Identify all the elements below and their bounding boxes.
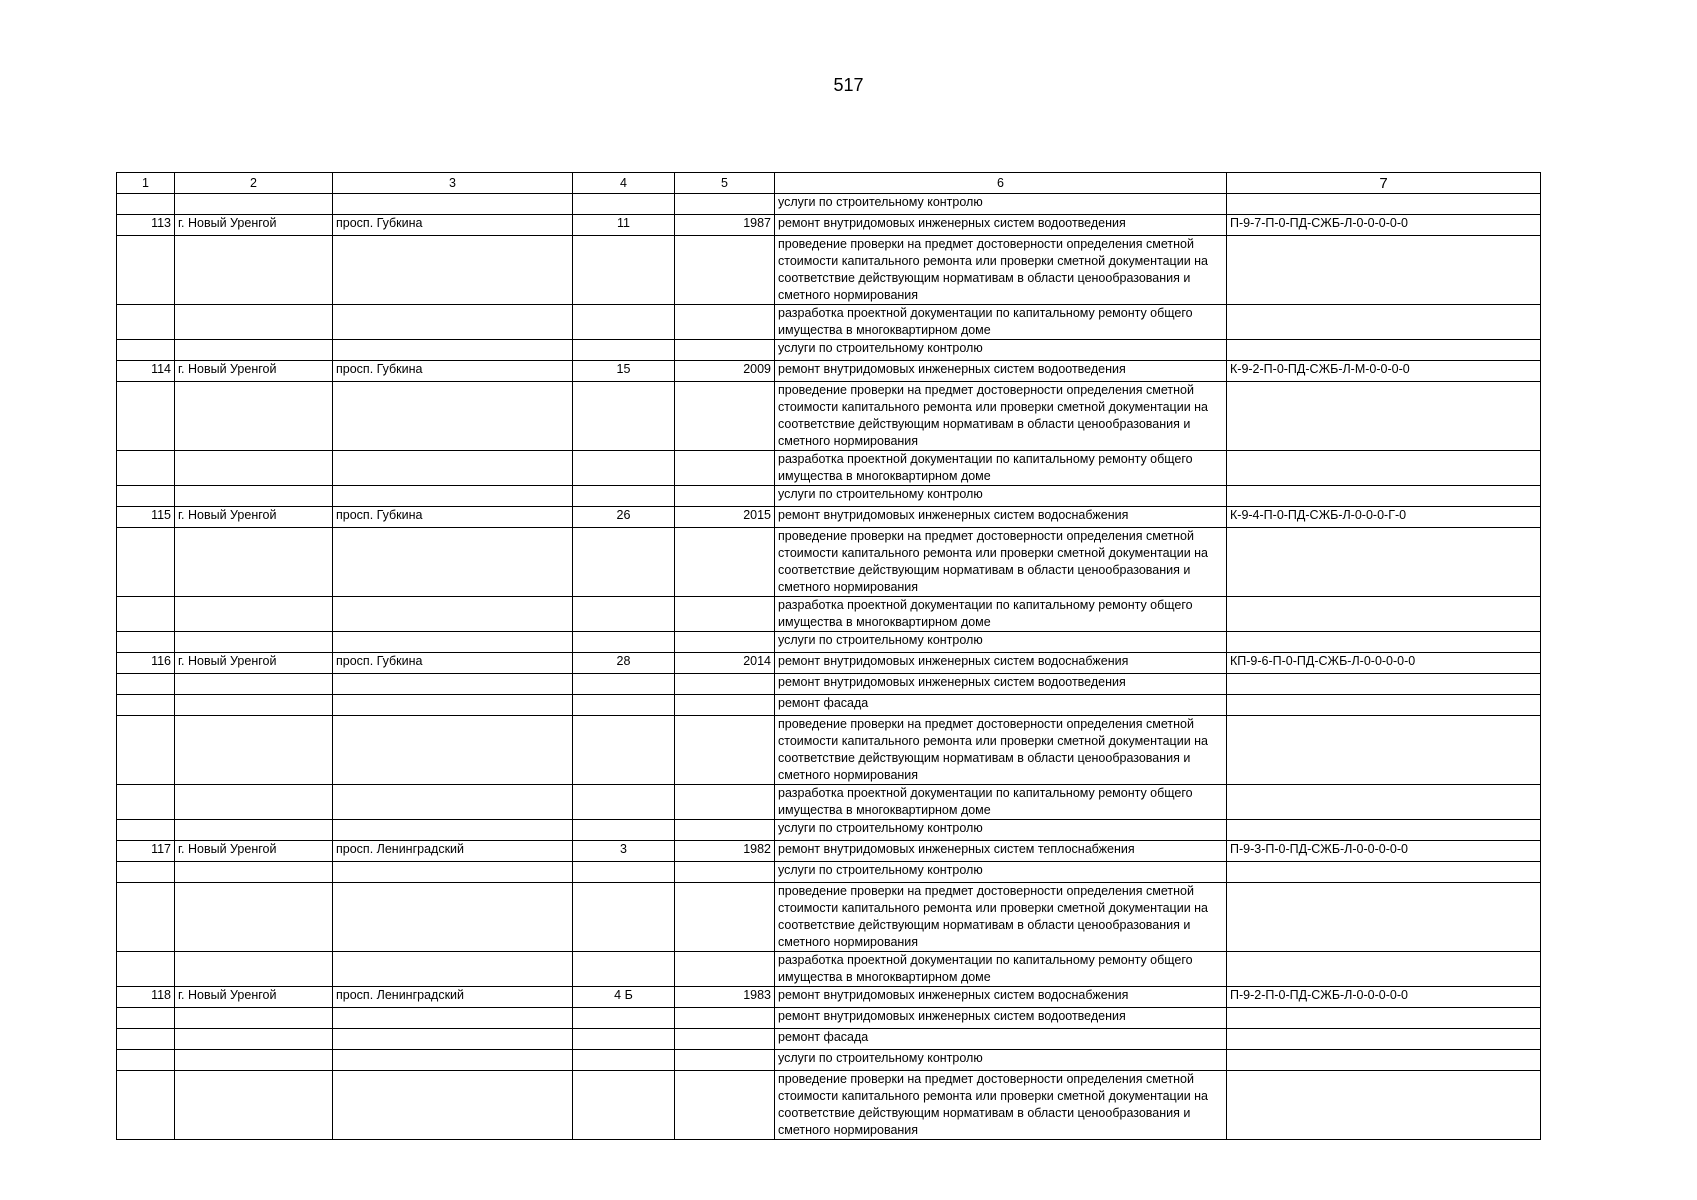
street-cell [333, 632, 573, 653]
house-code-cell [1227, 674, 1541, 695]
house-code-cell [1227, 952, 1541, 987]
city-cell [175, 1029, 333, 1050]
house-cell [573, 883, 675, 952]
row-number [117, 785, 175, 820]
table-row [117, 382, 1541, 451]
year-cell [675, 305, 775, 340]
house-cell [573, 528, 675, 597]
street-cell [333, 236, 573, 305]
city-cell [175, 305, 333, 340]
row-number [117, 695, 175, 716]
street-cell [333, 1029, 573, 1050]
row-number [117, 1008, 175, 1029]
work-type-cell: ремонт внутридомовых инженерных систем водоснабжения [775, 653, 1227, 674]
year-cell [675, 1071, 775, 1140]
city-cell [175, 862, 333, 883]
house-code-cell: КП-9-6-П-0-ПД-СЖБ-Л-0-0-0-0-0 [1227, 653, 1541, 674]
city-cell [175, 1008, 333, 1029]
table-row [117, 1071, 1541, 1140]
table-row [117, 236, 1541, 305]
row-number [117, 883, 175, 952]
row-number [117, 632, 175, 653]
table-row [117, 1050, 1541, 1071]
city-cell [175, 785, 333, 820]
house-code-cell: П-9-2-П-0-ПД-СЖБ-Л-0-0-0-0-0 [1227, 987, 1541, 1008]
house-code-cell [1227, 597, 1541, 632]
house-cell: 15 [573, 361, 675, 382]
street-cell [333, 382, 573, 451]
street-cell [333, 883, 573, 952]
table-row [117, 305, 1541, 340]
work-type-cell: разработка проектной документации по капитальному ремонту общего имущества в многоквартирном доме [775, 785, 1227, 820]
city-cell [175, 820, 333, 841]
work-type-cell: ремонт внутридомовых инженерных систем теплоснабжения [775, 841, 1227, 862]
house-code-cell [1227, 1050, 1541, 1071]
city-cell [175, 952, 333, 987]
year-cell [675, 716, 775, 785]
house-cell [573, 1008, 675, 1029]
house-cell [573, 632, 675, 653]
row-number: 116 [117, 653, 175, 674]
work-type-cell: услуги по строительному контролю [775, 340, 1227, 361]
table-row [117, 785, 1541, 820]
year-cell [675, 1008, 775, 1029]
house-cell [573, 716, 675, 785]
house-code-cell: К-9-4-П-0-ПД-СЖБ-Л-0-0-0-Г-0 [1227, 507, 1541, 528]
row-number [117, 1029, 175, 1050]
table-row [117, 215, 1541, 236]
row-number: 113 [117, 215, 175, 236]
year-cell: 2014 [675, 653, 775, 674]
table-row [117, 987, 1541, 1008]
house-cell: 3 [573, 841, 675, 862]
street-cell [333, 674, 573, 695]
row-number [117, 451, 175, 486]
work-type-cell: услуги по строительному контролю [775, 862, 1227, 883]
page-number: 517 [833, 75, 864, 95]
street-cell [333, 695, 573, 716]
city-cell [175, 695, 333, 716]
year-cell [675, 451, 775, 486]
house-cell [573, 952, 675, 987]
street-cell: просп. Губкина [333, 361, 573, 382]
house-cell [573, 862, 675, 883]
row-number [117, 1071, 175, 1140]
work-type-cell: разработка проектной документации по капитальному ремонту общего имущества в многоквартирном доме [775, 451, 1227, 486]
year-cell [675, 528, 775, 597]
city-cell [175, 632, 333, 653]
table-row [117, 1008, 1541, 1029]
house-cell [573, 236, 675, 305]
street-cell [333, 1008, 573, 1029]
house-code-cell [1227, 528, 1541, 597]
house-code-cell [1227, 820, 1541, 841]
work-type-cell: ремонт внутридомовых инженерных систем водоотведения [775, 361, 1227, 382]
year-cell: 1982 [675, 841, 775, 862]
house-cell [573, 382, 675, 451]
table-row [117, 194, 1541, 215]
table-row [117, 716, 1541, 785]
table-body [117, 194, 1541, 1140]
year-cell [675, 695, 775, 716]
city-cell [175, 486, 333, 507]
city-cell [175, 382, 333, 451]
table-row [117, 695, 1541, 716]
street-cell [333, 1071, 573, 1140]
table-row [117, 451, 1541, 486]
header-row [117, 173, 1541, 194]
street-cell [333, 1050, 573, 1071]
city-cell [175, 236, 333, 305]
house-code-cell [1227, 382, 1541, 451]
work-type-cell: услуги по строительному контролю [775, 486, 1227, 507]
city-cell [175, 1050, 333, 1071]
row-number: 115 [117, 507, 175, 528]
work-type-cell: ремонт фасада [775, 695, 1227, 716]
work-type-cell: ремонт внутридомовых инженерных систем водоотведения [775, 674, 1227, 695]
row-number: 118 [117, 987, 175, 1008]
house-code-cell [1227, 1008, 1541, 1029]
house-code-cell [1227, 194, 1541, 215]
work-type-cell: услуги по строительному контролю [775, 820, 1227, 841]
row-number [117, 597, 175, 632]
year-cell [675, 632, 775, 653]
house-code-cell [1227, 340, 1541, 361]
city-cell: г. Новый Уренгой [175, 987, 333, 1008]
street-cell [333, 194, 573, 215]
year-cell [675, 820, 775, 841]
house-code-cell: К-9-2-П-0-ПД-СЖБ-Л-М-0-0-0-0 [1227, 361, 1541, 382]
house-cell [573, 674, 675, 695]
year-cell [675, 236, 775, 305]
year-cell [675, 785, 775, 820]
street-cell [333, 340, 573, 361]
work-type-cell: услуги по строительному контролю [775, 194, 1227, 215]
house-cell [573, 194, 675, 215]
row-number [117, 1050, 175, 1071]
work-type-cell: проведение проверки на предмет достоверности определения сметной стоимости капитального ремонта или проверки сметной документации на соответствие действующим нормативам в области ценообразования и сметного нормирования [775, 236, 1227, 305]
table-row [117, 632, 1541, 653]
row-number [117, 305, 175, 340]
col-header-7: 7 [1227, 173, 1541, 194]
work-type-cell: услуги по строительному контролю [775, 1050, 1227, 1071]
city-cell [175, 528, 333, 597]
city-cell [175, 716, 333, 785]
house-cell [573, 1050, 675, 1071]
work-type-cell: проведение проверки на предмет достоверности определения сметной стоимости капитального ремонта или проверки сметной документации на соответствие действующим нормативам в области ценообразования и сметного нормирования [775, 716, 1227, 785]
street-cell [333, 305, 573, 340]
house-code-cell [1227, 451, 1541, 486]
col-header-2: 2 [175, 173, 333, 194]
street-cell [333, 862, 573, 883]
street-cell [333, 785, 573, 820]
street-cell [333, 597, 573, 632]
house-cell: 11 [573, 215, 675, 236]
year-cell [675, 597, 775, 632]
house-cell [573, 340, 675, 361]
table-row [117, 507, 1541, 528]
year-cell [675, 194, 775, 215]
work-type-cell: проведение проверки на предмет достоверности определения сметной стоимости капитального ремонта или проверки сметной документации на соответствие действующим нормативам в области ценообразования и сметного нормирования [775, 1071, 1227, 1140]
house-cell [573, 597, 675, 632]
table-row [117, 361, 1541, 382]
street-cell [333, 528, 573, 597]
street-cell [333, 820, 573, 841]
city-cell [175, 883, 333, 952]
house-cell: 28 [573, 653, 675, 674]
city-cell [175, 597, 333, 632]
house-cell [573, 820, 675, 841]
house-cell: 26 [573, 507, 675, 528]
col-header-3: 3 [333, 173, 573, 194]
street-cell [333, 952, 573, 987]
row-number [117, 340, 175, 361]
work-type-cell: проведение проверки на предмет достоверности определения сметной стоимости капитального ремонта или проверки сметной документации на соответствие действующим нормативам в области ценообразования и сметного нормирования [775, 528, 1227, 597]
work-type-cell: разработка проектной документации по капитальному ремонту общего имущества в многоквартирном доме [775, 597, 1227, 632]
city-cell [175, 674, 333, 695]
year-cell: 1987 [675, 215, 775, 236]
year-cell [675, 382, 775, 451]
table-row [117, 486, 1541, 507]
house-cell: 4 Б [573, 987, 675, 1008]
house-code-cell: П-9-7-П-0-ПД-СЖБ-Л-0-0-0-0-0 [1227, 215, 1541, 236]
row-number [117, 486, 175, 507]
work-type-cell: проведение проверки на предмет достоверности определения сметной стоимости капитального ремонта или проверки сметной документации на соответствие действующим нормативам в области ценообразования и сметного нормирования [775, 883, 1227, 952]
year-cell [675, 1029, 775, 1050]
table-row [117, 820, 1541, 841]
table-row [117, 597, 1541, 632]
house-code-cell [1227, 695, 1541, 716]
row-number [117, 194, 175, 215]
row-number [117, 674, 175, 695]
work-type-cell: ремонт внутридомовых инженерных систем водоотведения [775, 1008, 1227, 1029]
row-number [117, 382, 175, 451]
street-cell: просп. Ленинградский [333, 987, 573, 1008]
table-row [117, 1029, 1541, 1050]
street-cell: просп. Губкина [333, 653, 573, 674]
work-type-cell: разработка проектной документации по капитальному ремонту общего имущества в многоквартирном доме [775, 952, 1227, 987]
house-code-cell [1227, 305, 1541, 340]
house-code-cell [1227, 785, 1541, 820]
row-number [117, 820, 175, 841]
col-header-1: 1 [117, 173, 175, 194]
house-code-cell [1227, 883, 1541, 952]
table-row [117, 528, 1541, 597]
street-cell [333, 451, 573, 486]
work-type-cell: услуги по строительному контролю [775, 632, 1227, 653]
house-cell [573, 695, 675, 716]
city-cell: г. Новый Уренгой [175, 841, 333, 862]
table-row [117, 674, 1541, 695]
street-cell: просп. Ленинградский [333, 841, 573, 862]
year-cell [675, 486, 775, 507]
street-cell: просп. Губкина [333, 215, 573, 236]
house-cell [573, 486, 675, 507]
row-number [117, 236, 175, 305]
house-code-cell [1227, 1029, 1541, 1050]
row-number [117, 716, 175, 785]
house-code-cell [1227, 1071, 1541, 1140]
row-number [117, 952, 175, 987]
row-number: 114 [117, 361, 175, 382]
row-number: 117 [117, 841, 175, 862]
street-cell [333, 486, 573, 507]
table-row [117, 841, 1541, 862]
year-cell [675, 862, 775, 883]
year-cell [675, 883, 775, 952]
col-header-6: 6 [775, 173, 1227, 194]
work-type-cell: ремонт внутридомовых инженерных систем водоотведения [775, 215, 1227, 236]
house-cell [573, 305, 675, 340]
house-cell [573, 1071, 675, 1140]
house-cell [573, 451, 675, 486]
street-cell: просп. Губкина [333, 507, 573, 528]
house-code-cell [1227, 486, 1541, 507]
capital-repair-table [116, 172, 1541, 1140]
year-cell: 1983 [675, 987, 775, 1008]
house-code-cell [1227, 632, 1541, 653]
work-type-cell: разработка проектной документации по капитальному ремонту общего имущества в многоквартирном доме [775, 305, 1227, 340]
table-row [117, 952, 1541, 987]
work-type-cell: ремонт внутридомовых инженерных систем водоснабжения [775, 507, 1227, 528]
city-cell [175, 340, 333, 361]
city-cell: г. Новый Уренгой [175, 653, 333, 674]
house-code-cell [1227, 862, 1541, 883]
house-cell [573, 785, 675, 820]
city-cell: г. Новый Уренгой [175, 507, 333, 528]
year-cell: 2015 [675, 507, 775, 528]
city-cell [175, 194, 333, 215]
work-type-cell: ремонт фасада [775, 1029, 1227, 1050]
work-type-cell: ремонт внутридомовых инженерных систем водоснабжения [775, 987, 1227, 1008]
city-cell: г. Новый Уренгой [175, 361, 333, 382]
year-cell [675, 340, 775, 361]
row-number [117, 862, 175, 883]
house-code-cell: П-9-3-П-0-ПД-СЖБ-Л-0-0-0-0-0 [1227, 841, 1541, 862]
city-cell [175, 451, 333, 486]
year-cell [675, 1050, 775, 1071]
year-cell [675, 674, 775, 695]
col-header-5: 5 [675, 173, 775, 194]
work-type-cell: проведение проверки на предмет достоверности определения сметной стоимости капитального ремонта или проверки сметной документации на соответствие действующим нормативам в области ценообразования и сметного нормирования [775, 382, 1227, 451]
col-header-4: 4 [573, 173, 675, 194]
house-code-cell [1227, 716, 1541, 785]
table-row [117, 653, 1541, 674]
table-row [117, 340, 1541, 361]
city-cell: г. Новый Уренгой [175, 215, 333, 236]
row-number [117, 528, 175, 597]
table-row [117, 883, 1541, 952]
house-cell [573, 1029, 675, 1050]
street-cell [333, 716, 573, 785]
year-cell [675, 952, 775, 987]
year-cell: 2009 [675, 361, 775, 382]
city-cell [175, 1071, 333, 1140]
table-row [117, 862, 1541, 883]
house-code-cell [1227, 236, 1541, 305]
